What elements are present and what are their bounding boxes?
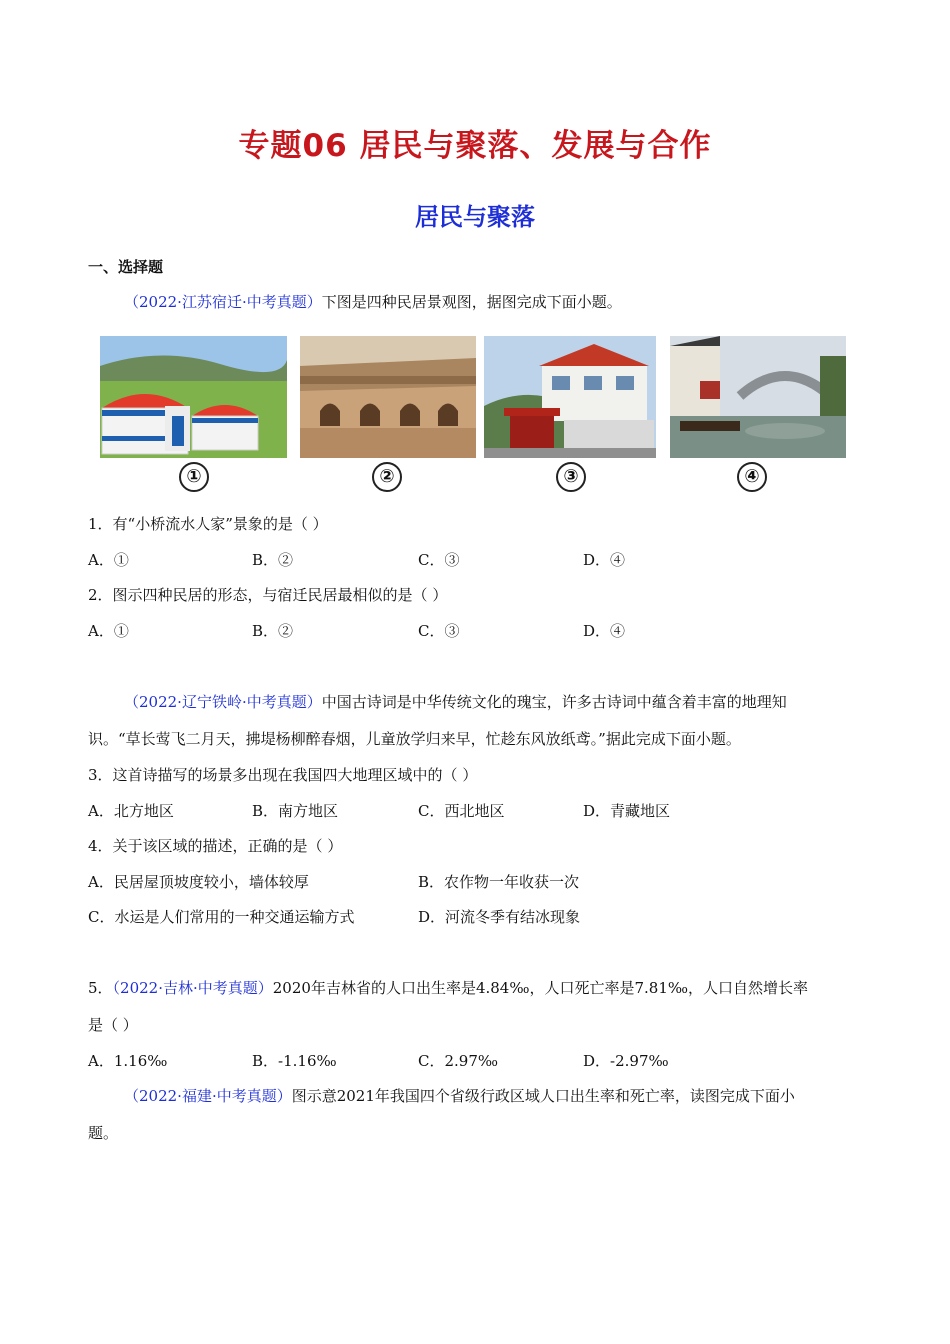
figure-label-2: ② [372,462,402,492]
q2-option-a[interactable]: A．① [88,622,129,640]
question-5-stem [88,977,808,999]
q1-option-a[interactable]: A．① [88,551,129,569]
q5-option-c[interactable]: C．2.97‰ [418,1052,499,1070]
intro-text: 中国古诗词是中华传统文化的瑰宝，许多古诗词中蕴含着丰富的地理知 [321,693,787,711]
q5-option-d[interactable]: D．-2.97‰ [583,1052,669,1070]
intro-text: 2020年吉林省的人口出生率是4.84‰，人口死亡率是7.81‰，人口自然增长率 [272,979,808,997]
q3-option-d[interactable]: D．青藏地区 [583,802,671,820]
source-tag: （2022·吉林·中考真题） [112,979,273,997]
intro-text: 图示意2021年我国四个省级行政区域人口出生率和死亡率，读图完成下面小 [291,1087,795,1105]
brick-house-photo [484,336,656,458]
q1-option-d[interactable]: D．④ [583,551,626,569]
question-4-stem: 4．关于该区域的描述，正确的是（ ） [88,837,343,855]
q2-option-d[interactable]: D．④ [583,622,626,640]
page-title: 专题06 居民与聚落、发展与合作 [238,128,712,164]
q4-option-c[interactable]: C．水运是人们常用的一种交通运输方式 [88,908,355,926]
page-subtitle: 居民与聚落 [415,203,535,231]
group-1-intro [124,291,622,313]
q1-option-b[interactable]: B．② [252,551,294,569]
section-heading: 一、选择题 [88,258,164,276]
q1-option-c[interactable]: C．③ [418,551,460,569]
q5-option-a[interactable]: A．1.16‰ [88,1052,168,1070]
q5-number: 5． [88,979,113,997]
source-tag: （2022·江苏宿迁·中考真题） [124,293,322,311]
q4-option-a[interactable]: A．民居屋顶坡度较小，墙体较厚 [88,873,309,891]
question-1-stem: 1．有“小桥流水人家”景象的是（ ） [88,515,328,533]
q4-option-b[interactable]: B．农作物一年收获一次 [418,873,580,891]
figure-label-1: ① [179,462,209,492]
source-tag: （2022·辽宁铁岭·中考真题） [124,693,322,711]
water-town-photo [670,336,846,458]
figure-label-4: ④ [737,462,767,492]
group-4-intro-cont: 题。 [88,1124,119,1142]
q3-option-b[interactable]: B．南方地区 [252,802,339,820]
figure-label-3: ③ [556,462,586,492]
group-2-intro-cont: 识。“草长莺飞二月天，拂堤杨柳醉春烟，儿童放学归来早，忙趁东风放纸鸢。”据此完成下面小题。 [88,730,741,748]
intro-text: 下图是四种民居景观图，据图完成下面小题。 [321,293,622,311]
q5-option-b[interactable]: B．-1.16‰ [252,1052,337,1070]
question-5-stem-cont: 是（ ） [88,1016,138,1034]
yurt-photo [100,336,287,458]
q2-option-c[interactable]: C．③ [418,622,460,640]
source-tag: （2022·福建·中考真题） [124,1087,292,1105]
q2-option-b[interactable]: B．② [252,622,294,640]
question-3-stem: 3．这首诗描写的场景多出现在我国四大地理区域中的（ ） [88,766,478,784]
question-2-stem: 2．图示四种民居的形态，与宿迁民居最相似的是（ ） [88,586,448,604]
group-4-intro [124,1085,795,1107]
cave-dwelling-photo [300,336,476,458]
group-2-intro [124,691,787,713]
q4-option-d[interactable]: D．河流冬季有结冰现象 [418,908,581,926]
q3-option-a[interactable]: A．北方地区 [88,802,174,820]
q3-option-c[interactable]: C．西北地区 [418,802,505,820]
